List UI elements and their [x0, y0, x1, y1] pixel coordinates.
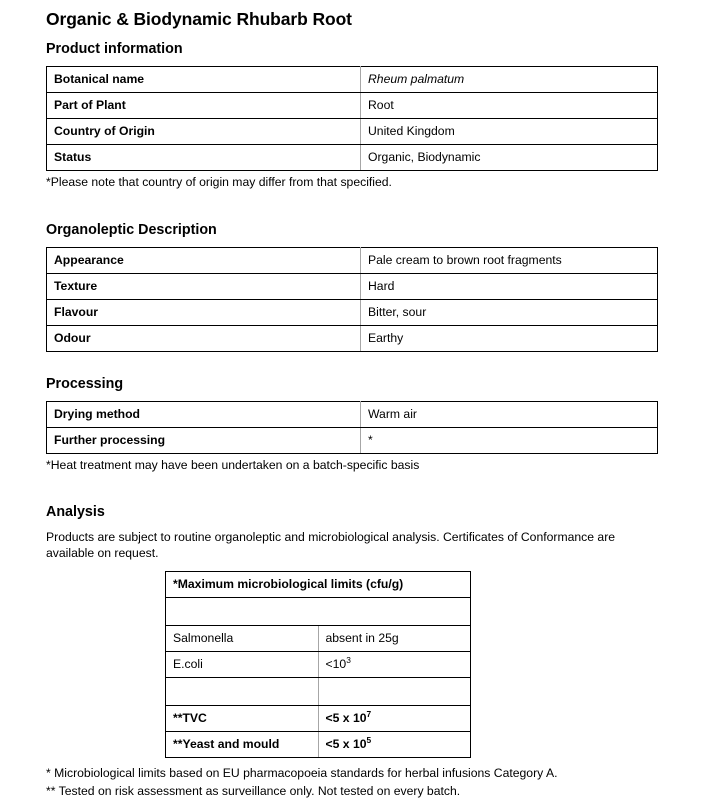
page-title: Organic & Biodynamic Rhubarb Root [46, 9, 352, 29]
limit-base: <5 x 10 [325, 736, 367, 751]
section-heading-organoleptic: Organoleptic Description [46, 221, 217, 238]
table-row [47, 402, 658, 428]
organism-limit [318, 625, 471, 651]
row-value: * [361, 428, 658, 454]
table-row [47, 119, 658, 145]
empty-cell [166, 597, 471, 625]
table-row [47, 247, 658, 273]
product-information-note: *Please note that country of origin may differ from that specified. [46, 175, 392, 190]
row-value: Rheum palmatum [361, 67, 658, 93]
processing-note: *Heat treatment may have been undertaken on a batch-specific basis [46, 458, 420, 473]
table-row [47, 428, 658, 454]
row-value: Hard [361, 274, 658, 300]
table-row [47, 67, 658, 93]
row-label: Botanical name [47, 67, 361, 93]
product-information-table [46, 66, 658, 171]
table-row [47, 300, 658, 326]
table-row [47, 274, 658, 300]
row-value: Organic, Biodynamic [361, 145, 658, 171]
table-header-row [166, 571, 471, 597]
analysis-paragraph: Products are subject to routine organoleptic and microbiological analysis. Certificates of Conformance are available on request. [46, 530, 616, 561]
row-value: Warm air [361, 402, 658, 428]
organism-name: **TVC [166, 705, 319, 731]
table-row [47, 93, 658, 119]
row-label: Texture [47, 274, 361, 300]
organism-name: Salmonella [166, 625, 319, 651]
organism-limit [318, 731, 471, 757]
section-heading-analysis: Analysis [46, 504, 105, 521]
microbiological-limits-table [165, 571, 471, 758]
empty-cell [166, 677, 319, 705]
organism-name: E.coli [166, 651, 319, 677]
limit-exponent: 5 [366, 734, 372, 745]
row-value: United Kingdom [361, 119, 658, 145]
limit-exponent: 7 [366, 708, 372, 719]
analysis-footnotes [46, 765, 658, 800]
table-row [166, 731, 471, 757]
organism-limit [318, 705, 471, 731]
table-spacer-row [166, 677, 471, 705]
section-heading-product-information: Product information [46, 41, 183, 57]
row-label: Appearance [47, 247, 361, 273]
table-row [166, 625, 471, 651]
limit-exponent: 3 [346, 654, 351, 665]
limit-base: <10 [325, 656, 347, 671]
row-value: Root [361, 93, 658, 119]
footnote-single-asterisk: * Microbiological limits based on EU pharmacopoeia standards for herbal infusions Category A. [46, 765, 558, 780]
row-value: Bitter, sour [361, 300, 658, 326]
row-label: Flavour [47, 300, 361, 326]
row-label: Odour [47, 326, 361, 352]
table-row [47, 145, 658, 171]
row-label: Country of Origin [47, 119, 361, 145]
organism-name: **Yeast and mould [166, 731, 319, 757]
row-value: Earthy [361, 326, 658, 352]
processing-table [46, 401, 658, 454]
table-spacer-row [166, 597, 471, 625]
section-heading-processing: Processing [46, 376, 124, 393]
row-value: Pale cream to brown root fragments [361, 247, 658, 273]
organoleptic-table [46, 247, 658, 352]
row-label: Further processing [47, 428, 361, 454]
organism-limit [318, 651, 471, 677]
table-row [47, 326, 658, 352]
footnote-double-asterisk: ** Tested on risk assessment as surveillance only. Not tested on every batch. [46, 783, 461, 798]
micro-table-header: *Maximum microbiological limits (cfu/g) [166, 571, 471, 597]
table-row [166, 705, 471, 731]
limit-base: <5 x 10 [325, 710, 367, 725]
row-label: Status [47, 145, 361, 171]
limit-base: absent in 25g [325, 630, 399, 645]
table-row [166, 651, 471, 677]
row-label: Drying method [47, 402, 361, 428]
empty-cell [318, 677, 471, 705]
row-label: Part of Plant [47, 93, 361, 119]
